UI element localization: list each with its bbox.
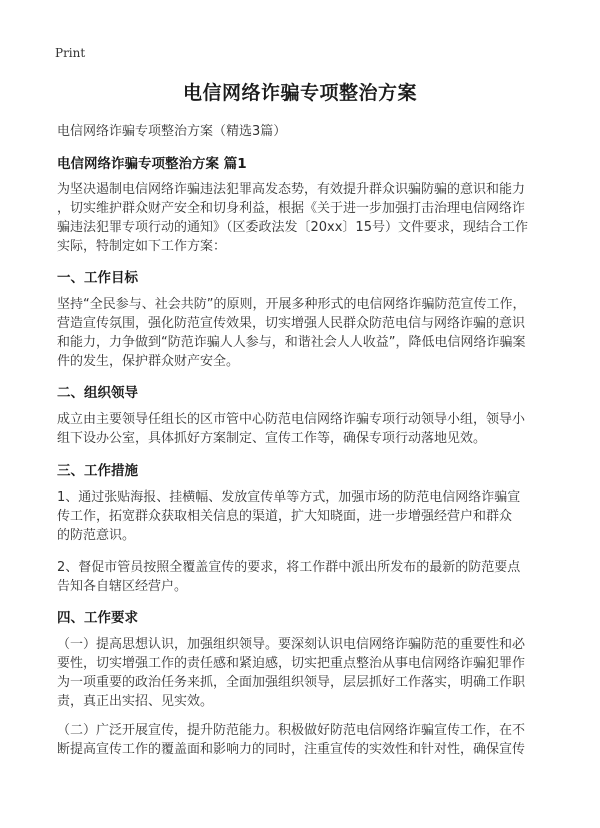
requirements-item-2 <box>57 721 545 759</box>
document-title: 电信网络诈骗专项整治方案 <box>182 82 417 104</box>
goals-paragraph <box>57 295 545 371</box>
paragraph-line: 和能力，力争做到“防范诈骗人人参与，和谐社会人人收益”，降低电信网络诈骗案 <box>57 335 526 350</box>
paragraph-line: 坚持“全民参与、社会共防”的原则，开展多种形式的电信网络诈骗防范宣传工作， <box>57 297 526 312</box>
paragraph-line: 件的发生，保护群众财产安全。 <box>57 354 240 369</box>
paragraph-line: 营造宣传氛围，强化防范宣传效果，切实增强人民群众防范电信与网络诈骗的意识 <box>57 316 526 331</box>
measures-item-1 <box>57 488 545 545</box>
section-heading-leadership: 二、组织领导 <box>57 385 138 401</box>
section-heading-measures: 三、工作措施 <box>57 463 138 479</box>
paragraph-line: 为坚决遏制电信网络诈骗违法犯罪高发态势，有效提升群众识骗防骗的意识和能力 <box>57 182 526 197</box>
paragraph-line: 2、督促市管员按照全覆盖宣传的要求，将工作群中派出所发布的最新的防范要点 <box>57 560 521 575</box>
paragraph-line: 成立由主要领导任组长的区市管中心防范电信网络诈骗专项行动领导小组，领导小 <box>57 412 526 427</box>
paragraph-line: 传工作，拓宽群众获取相关信息的渠道，扩大知晓面，进一步增强经营户和群众 <box>57 509 513 524</box>
paragraph-line: （一）提高思想认识，加强组织领导。要深刻认识电信网络诈骗防范的重要性和必 <box>57 637 526 652</box>
paragraph-line: 的防范意识。 <box>57 528 136 543</box>
measures-item-2 <box>57 558 545 596</box>
paragraph-line: 组下设办公室，具体抓好方案制定、宣传工作等，确保专项行动落地见效。 <box>57 431 487 446</box>
paragraph-line: 为一项重要的政治任务来抓，全面加强组织领导，层层抓好工作落实，明确工作职 <box>57 675 526 690</box>
paragraph-line: 骗违法犯罪专项行动的通知》（区委政法发〔20xx〕15号）文件要求，现结合工作 <box>57 220 528 235</box>
requirements-item-1 <box>57 635 545 711</box>
paragraph-line: 告知各自辖区经营户。 <box>57 579 188 594</box>
leadership-paragraph <box>57 410 545 448</box>
document-subtitle: 电信网络诈骗专项整治方案（精选3篇） <box>57 124 287 139</box>
print-label: Print <box>55 46 86 60</box>
section-heading-requirements: 四、工作要求 <box>57 610 138 626</box>
paragraph-line: 1、通过张贴海报、挂横幅、发放宣传单等方式，加强市场的防范电信网络诈骗宣 <box>57 490 521 505</box>
intro-paragraph <box>57 180 545 256</box>
paragraph-line: 断提高宣传工作的覆盖面和影响力的同时，注重宣传的实效性和针对性，确保宣传 <box>57 742 526 757</box>
section-heading-goals: 一、工作目标 <box>57 270 138 286</box>
paragraph-line: 要性，切实增强工作的责任感和紧迫感，切实把重点整治从事电信网络诈骗犯罪作 <box>57 656 526 671</box>
paragraph-line: 责，真正出实招、见实效。 <box>57 694 214 709</box>
paragraph-line: 实际，特制定如下工作方案： <box>57 239 227 254</box>
paragraph-line: ，切实维护群众财产安全和切身利益，根据《关于进一步加强打击治理电信网络诈 <box>57 201 526 216</box>
part-title: 电信网络诈骗专项整治方案 篇1 <box>57 156 247 172</box>
paragraph-line: （二）广泛开展宣传，提升防范能力。积极做好防范电信网络诈骗宣传工作，在不 <box>57 723 526 738</box>
